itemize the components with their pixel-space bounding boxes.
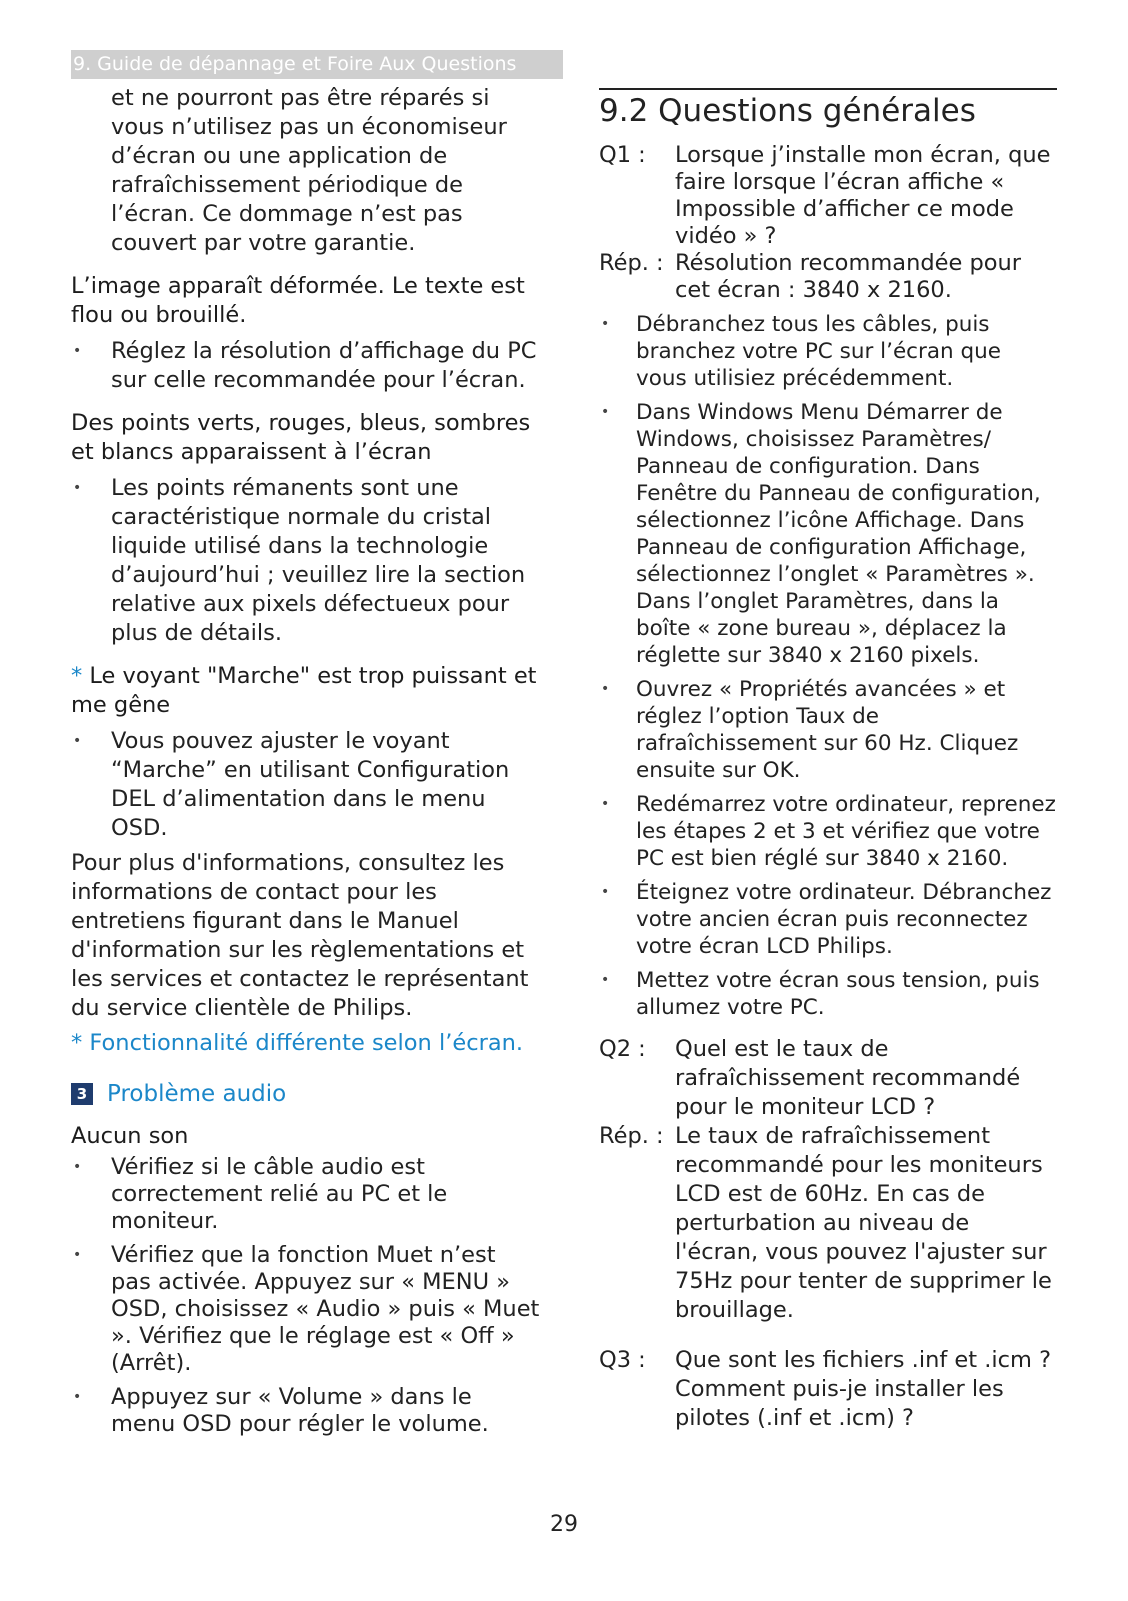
bullet-list — [71, 727, 541, 843]
bullet-list — [71, 337, 541, 395]
list-item: • Vérifiez si le câble audio est correctement relié au PC et le moniteur. — [73, 1154, 448, 1234]
list-item: • Redémarrez votre ordinateur, reprenez les étapes 2 et 3 et vérifiez que votre PC est bien réglé sur 3840 x 2160. — [601, 792, 1056, 871]
section-3-header — [71, 1080, 541, 1109]
bullet-icon: • — [601, 884, 610, 900]
answer-label: Rép. : — [599, 1123, 664, 1149]
section-number-badge: 3 — [71, 1083, 93, 1105]
bullet-icon: • — [601, 681, 610, 697]
bullet-icon: • — [601, 796, 610, 812]
left-column — [71, 84, 541, 1438]
bullet-icon: • — [73, 1389, 82, 1405]
issue-heading-no-sound: Aucun son — [71, 1123, 189, 1149]
asterisk-marker: * — [71, 663, 83, 689]
section-title: 9.2 Questions générales — [599, 93, 976, 129]
bullet-icon: • — [73, 733, 82, 749]
question-3 — [599, 1346, 1057, 1433]
section-title: Problème audio — [107, 1081, 287, 1107]
issue-heading-colored-dots: Des points verts, rouges, bleus, sombres et blancs apparaissent à l’écran — [71, 410, 531, 465]
list-item: • Mettez votre écran sous tension, puis allumez votre PC. — [601, 968, 1040, 1020]
question-text: Quel est le taux de rafraîchissement recommandé pour le moniteur LCD ? — [675, 1036, 1021, 1120]
page-number: 29 — [550, 1512, 578, 1537]
bullet-icon: • — [73, 480, 82, 496]
list-item: • Les points rémanents sont une caractéristique normale du cristal liquide utilisé dans la technologie d’aujourd’hui ; veuillez lire la section relative aux pixels défectueux pour plus de détails. — [73, 475, 526, 646]
intro-continuation: et ne pourront pas être réparés si vous n’utilisez pas un économiseur d’écran ou une application de rafraîchissement périodique de l’écran. Ce dommage n’est pas couvert par votre garantie. — [111, 85, 507, 256]
list-item: • Dans Windows Menu Démarrer de Windows, choisissez Paramètres/ Panneau de configuration. Dans Fenêtre du Panneau de configuration, sélectionnez l’icône Affichage. Dans Panneau de configuration Affichage, sélectionnez l’onglet « Paramètres ». Dans l’onglet Paramètres, dans la boîte « zone bureau », déplacez la réglette sur 3840 x 2160 pixels. — [601, 400, 1041, 668]
list-item: • Vérifiez que la fonction Muet n’est pas activée. Appuyez sur « MENU » OSD, choisissez « Audio » puis « Muet ». Vérifiez que le réglage est « Off » (Arrêt). — [73, 1242, 540, 1376]
answer-text: Le taux de rafraîchissement recommandé pour les moniteurs LCD est de 60Hz. En cas de perturbation au niveau de l'écran, vous pouvez l'ajuster sur 75Hz pour tenter de supprimer le brouillage. — [675, 1123, 1052, 1323]
list-item: • Débranchez tous les câbles, puis branchez votre PC sur l’écran que vous utilisiez précédemment. — [601, 312, 1001, 391]
bullet-icon: • — [73, 1159, 82, 1175]
issue-heading-distorted-image: L’image apparaît déformée. Le texte est flou ou brouillé. — [71, 273, 525, 328]
bullet-icon: • — [601, 316, 610, 332]
bullet-icon: • — [73, 1247, 82, 1263]
footnote: * Fonctionnalité différente selon l’écran. — [71, 1030, 524, 1056]
section-divider — [599, 88, 1057, 90]
contact-paragraph: Pour plus d'informations, consultez les informations de contact pour les entretiens figurant dans le Manuel d'information sur les règlementations et les services et contactez le représentant du service clientèle de Philips. — [71, 850, 529, 1021]
question-text: Lorsque j’installe mon écran, que faire lorsque l’écran affiche « Impossible d’afficher ce mode vidéo » ? — [675, 142, 1051, 249]
answer-1 — [599, 250, 1057, 304]
list-item: • Ouvrez « Propriétés avancées » et réglez l’option Taux de rafraîchissement sur 60 Hz. Cliquez ensuite sur OK. — [601, 677, 1019, 783]
bullet-list — [71, 1154, 541, 1438]
list-item: • Éteignez votre ordinateur. Débranchez votre ancien écran puis reconnectez votre écran LCD Philips. — [601, 880, 1052, 959]
question-1 — [599, 142, 1057, 250]
question-label: Q1 : — [599, 142, 646, 168]
answer-2 — [599, 1122, 1057, 1325]
question-label: Q2 : — [599, 1036, 646, 1062]
answer-text: Résolution recommandée pour cet écran : 3840 x 2160. — [675, 250, 1022, 303]
chapter-breadcrumb: 9. Guide de dépannage et Foire Aux Questions — [71, 50, 563, 79]
question-2 — [599, 1035, 1057, 1122]
bullet-icon: • — [73, 343, 82, 359]
issue-heading-power-led: * Le voyant "Marche" est trop puissant et me gêne — [71, 663, 537, 718]
bullet-list — [71, 474, 541, 648]
question-text: Que sont les fichiers .inf et .icm ? Comment puis-je installer les pilotes (.inf et .icm) ? — [675, 1347, 1052, 1431]
bullet-list — [599, 311, 1057, 1021]
list-item: • Réglez la résolution d’affichage du PC sur celle recommandée pour l’écran. — [73, 338, 537, 393]
bullet-icon: • — [601, 404, 610, 420]
list-item: • Vous pouvez ajuster le voyant “Marche” en utilisant Configuration DEL d’alimentation dans le menu OSD. — [73, 728, 510, 841]
bullet-icon: • — [601, 972, 610, 988]
right-column — [599, 88, 1057, 1433]
list-item: • Appuyez sur « Volume » dans le menu OSD pour régler le volume. — [73, 1384, 489, 1437]
question-label: Q3 : — [599, 1347, 646, 1373]
answer-label: Rép. : — [599, 250, 664, 276]
